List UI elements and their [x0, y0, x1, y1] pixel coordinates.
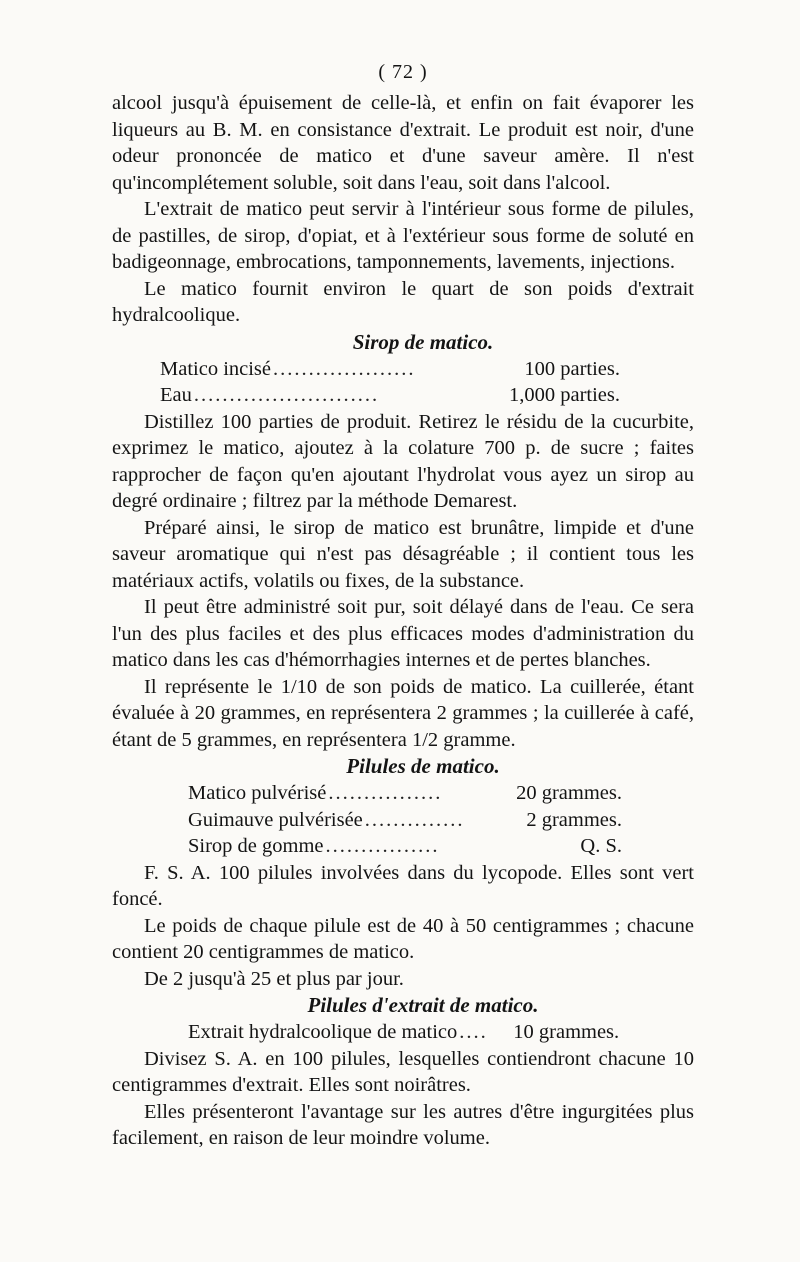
paragraph-sirop-preparation: Distillez 100 parties de produit. Retirez le résidu de la cucurbite, exprimez le matico, ajoutez à la colature 700 p. de sucre ; faites rapprocher de façon qu'en ajoutant l'hydrolat vous ayez un sirop au degré ordinaire ; filtrez par la méthode Demarest. — [112, 410, 694, 512]
ingredient-quantity: 100 parties. — [524, 357, 620, 380]
ingredient-name: Matico incisé — [160, 357, 272, 380]
paragraph-extrait-pilules-advantage: Elles présenteront l'avantage sur les autres d'être ingurgitées plus facilement, en raison de leur moindre volume. — [112, 1100, 694, 1149]
paragraph-sirop-administration: Il peut être administré soit pur, soit délayé dans de l'eau. Ce sera l'un des plus faciles et des plus efficaces modes d'administration du matico dans les cas d'hémorrhagies internes et de pertes blanches. — [112, 596, 694, 671]
recipe-line-sirop-gomme — [188, 833, 622, 860]
book-page — [112, 58, 694, 1152]
ingredient-quantity: 20 grammes. — [516, 782, 622, 804]
paragraph-sirop-description: Préparé ainsi, le sirop de matico est brunâtre, limpide et d'une saveur aromatique qui n'est pas désagréable ; il contient tous les matériaux actifs, volatils ou fixes, de la substance. — [112, 516, 694, 592]
recipe-line-guimauve — [188, 807, 622, 834]
ingredient-name: Extrait hydralcoolique de matico — [188, 1021, 458, 1043]
paragraph-extrait-pilules-preparation: Divisez S. A. en 100 pilules, lesquelles contiendront chacune 10 centigrammes d'extrait. Elles sont noirâtres. — [112, 1047, 694, 1096]
recipe-line-matico-incise — [160, 356, 620, 383]
recipe-line-matico-pulverise — [188, 780, 622, 807]
paragraph-sirop-dosage: Il représente le 1/10 de son poids de matico. La cuillerée, étant évaluée à 20 grammes, en représentera 2 grammes ; la cuillerée à café, étant de 5 grammes, en représentera 1/2 gramme. — [112, 675, 694, 751]
ingredient-name: Eau — [160, 384, 192, 406]
recipe-line-eau — [160, 382, 620, 409]
ingredient-quantity: Q. S. — [580, 835, 622, 857]
page-number: ( 72 ) — [378, 61, 428, 83]
paragraph-extrait-yield: Le matico fournit environ le quart de son poids d'extrait hydralcoolique. — [112, 277, 694, 326]
paragraph-pilules-preparation: F. S. A. 100 pilules involvées dans du lycopode. Elles sont vert foncé. — [112, 861, 694, 910]
pilules-extrait-heading: Pilules d'extrait de matico. — [307, 993, 539, 1017]
recipe-line-extrait — [188, 1019, 658, 1046]
ingredient-quantity: 10 grammes. — [513, 1021, 620, 1043]
leader-dots: .......................... — [193, 384, 380, 406]
paragraph-pilules-dosage: De 2 jusqu'à 25 et plus par jour. — [144, 967, 404, 990]
pilules-heading: Pilules de matico. — [346, 754, 500, 778]
ingredient-name: Guimauve pulvérisée — [188, 808, 363, 831]
ingredient-quantity: 2 grammes. — [526, 808, 622, 831]
ingredient-quantity: 1,000 parties. — [508, 384, 620, 406]
leader-dots: .... — [459, 1021, 488, 1043]
sirop-heading: Sirop de matico. — [352, 329, 494, 354]
leader-dots: .............. — [364, 808, 465, 831]
ingredient-name: Matico pulvérisé — [188, 782, 327, 804]
leader-dots: ................ — [325, 835, 440, 857]
leader-dots: ................ — [328, 782, 443, 804]
paragraph-extrait-usage: L'extrait de matico peut servir à l'intérieur sous forme de pilules, de pastilles, de sirop, d'opiat, et à l'extérieur sous forme de soluté en badigeonnage, embrocations, tamponnements, lavements, injections. — [112, 198, 694, 273]
paragraph-pilules-weight: Le poids de chaque pilule est de 40 à 50 centigrammes ; chacune contient 20 centigrammes de matico. — [112, 914, 694, 963]
leader-dots: .................... — [273, 357, 416, 380]
ingredient-name: Sirop de gomme — [188, 835, 324, 857]
paragraph-continuation: alcool jusqu'à épuisement de celle-là, et enfin on fait évaporer les liqueurs au B. M. en consistance d'extrait. Le produit est noir, d'une odeur prononcée de matico et d'une saveur amère. Il n'est qu'incomplétement soluble, soit dans l'eau, soit dans l'alcool. — [112, 92, 694, 194]
